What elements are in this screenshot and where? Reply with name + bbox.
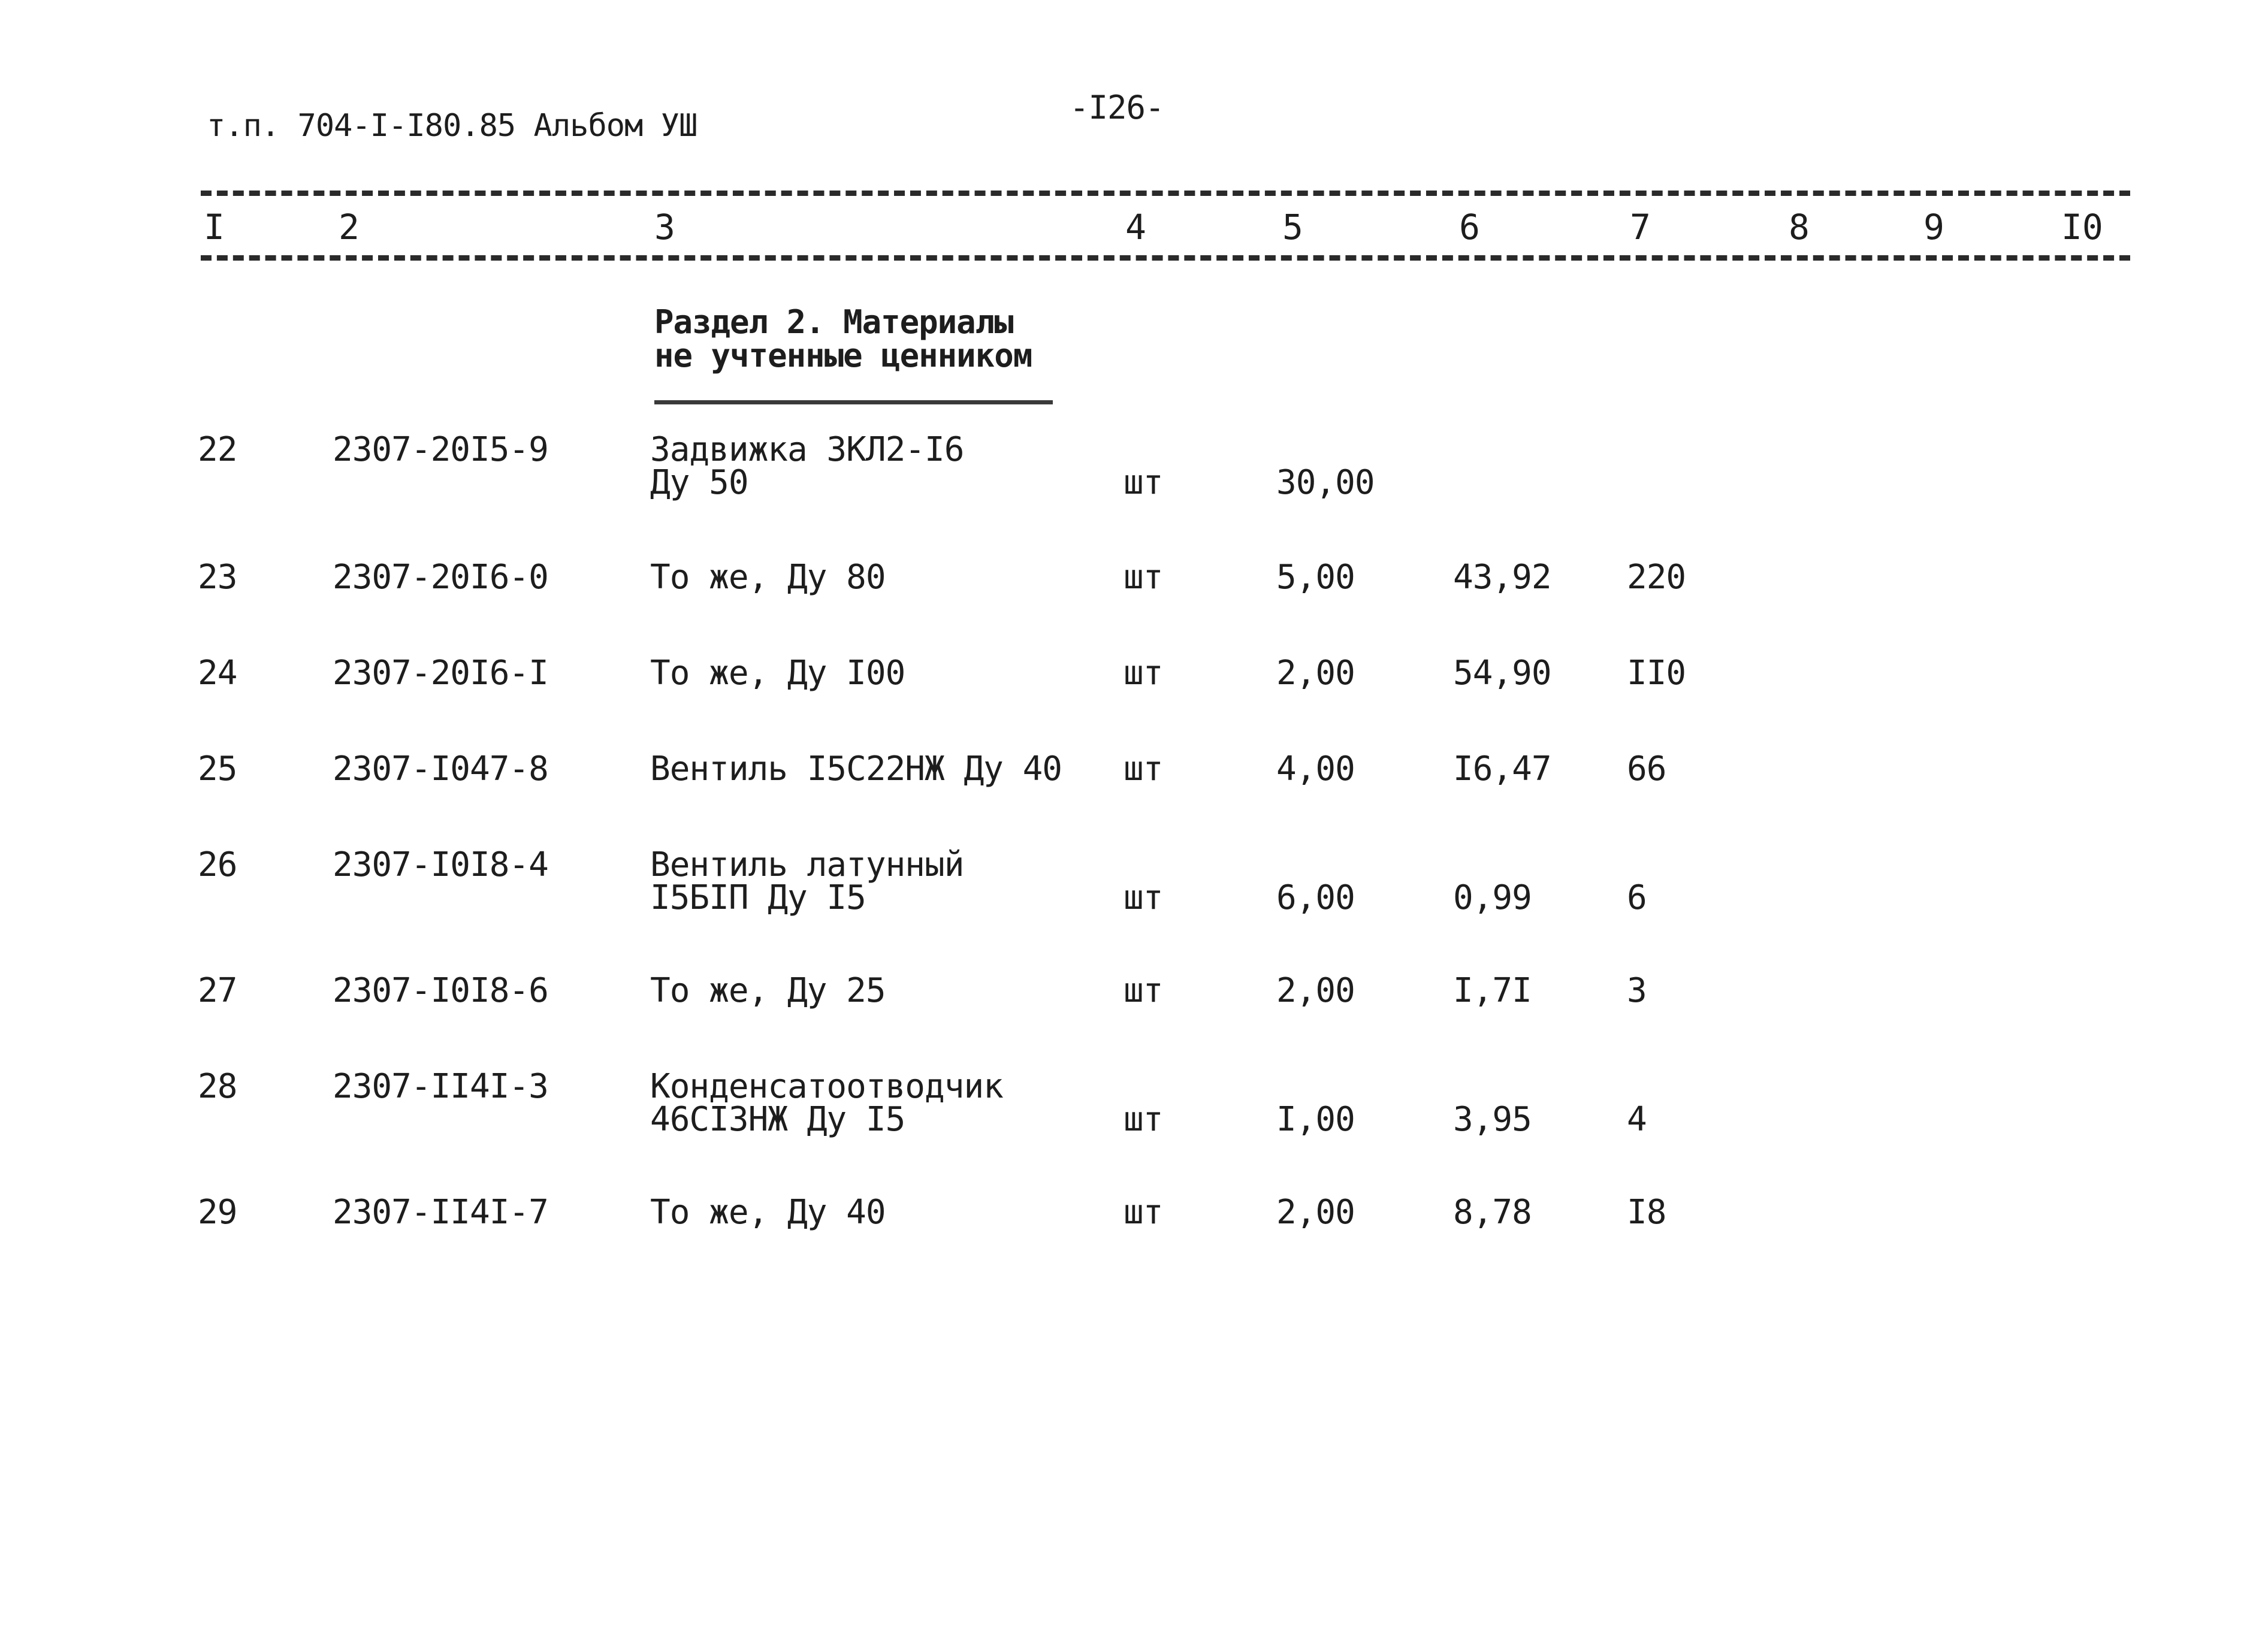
item-code: 2307-II4I-3 [333, 1067, 548, 1106]
column-number-4: 4 [1125, 207, 1146, 247]
row-number: 23 [198, 558, 237, 597]
item-code: 2307-20I5-9 [333, 430, 548, 469]
item-name-line: То же, Ду I00 [650, 654, 905, 693]
row-number: 26 [198, 845, 237, 884]
row-number: 22 [198, 430, 237, 469]
total-cost: II0 [1627, 654, 1686, 693]
unit: шт [1124, 463, 1163, 502]
column-number-1: I [204, 207, 225, 247]
item-code: 2307-I0I8-4 [333, 845, 548, 884]
column-number-10: I0 [2061, 207, 2103, 247]
column-number-5: 5 [1282, 207, 1303, 247]
row-number: 27 [198, 971, 237, 1010]
unit-price: 54,90 [1453, 654, 1551, 693]
quantity: 2,00 [1276, 654, 1355, 693]
total-cost: 4 [1627, 1100, 1647, 1139]
row-number: 24 [198, 654, 237, 693]
total-cost: 66 [1627, 749, 1666, 788]
item-name-line: То же, Ду 25 [650, 971, 886, 1010]
unit-price: I,7I [1453, 971, 1532, 1010]
item-code: 2307-I0I8-6 [333, 971, 548, 1010]
unit: шт [1124, 749, 1163, 788]
unit-price: 3,95 [1453, 1100, 1532, 1139]
total-cost: I8 [1627, 1193, 1666, 1232]
item-name-line: Конденсатоотводчик [650, 1067, 1003, 1106]
item-name-line: То же, Ду 40 [650, 1193, 886, 1232]
header-top-rule [201, 191, 2130, 196]
item-name-line: Вентиль I5С22НЖ Ду 40 [650, 749, 1062, 788]
column-number-9: 9 [1923, 207, 1944, 247]
section-heading-line2: не учтенные ценником [654, 337, 1032, 374]
unit: шт [1124, 654, 1163, 693]
column-number-7: 7 [1630, 207, 1651, 247]
quantity: 30,00 [1276, 463, 1375, 502]
unit-price: 8,78 [1453, 1193, 1532, 1232]
unit: шт [1124, 1193, 1163, 1232]
total-cost: 6 [1627, 878, 1647, 917]
item-name-line: Задвижка ЗКЛ2-I6 [650, 430, 964, 469]
item-name-line: Ду 50 [650, 463, 748, 502]
total-cost: 3 [1627, 971, 1647, 1010]
column-number-2: 2 [339, 207, 360, 247]
column-number-6: 6 [1459, 207, 1480, 247]
section-heading-line1: Раздел 2. Материалы [654, 303, 1013, 341]
row-number: 29 [198, 1193, 237, 1232]
unit: шт [1124, 1100, 1163, 1139]
section-underline [654, 400, 1053, 404]
document-reference: т.п. 704-I-I80.85 Альбом УШ [207, 108, 697, 144]
unit-price: 43,92 [1453, 558, 1551, 597]
quantity: I,00 [1276, 1100, 1355, 1139]
unit: шт [1124, 558, 1163, 597]
item-name-line: I5БIП Ду I5 [650, 878, 866, 917]
unit-price: I6,47 [1453, 749, 1551, 788]
item-code: 2307-II4I-7 [333, 1193, 548, 1232]
unit: шт [1124, 878, 1163, 917]
item-code: 2307-I047-8 [333, 749, 548, 788]
item-name-line: Вентиль латунный [650, 845, 964, 884]
quantity: 5,00 [1276, 558, 1355, 597]
item-name-line: 46СI3НЖ Ду I5 [650, 1100, 905, 1139]
quantity: 4,00 [1276, 749, 1355, 788]
unit: шт [1124, 971, 1163, 1010]
column-number-8: 8 [1789, 207, 1810, 247]
item-code: 2307-20I6-I [333, 654, 548, 693]
total-cost: 220 [1627, 558, 1686, 597]
item-code: 2307-20I6-0 [333, 558, 548, 597]
item-name-line: То же, Ду 80 [650, 558, 886, 597]
row-number: 25 [198, 749, 237, 788]
column-number-3: 3 [654, 207, 675, 247]
unit-price: 0,99 [1453, 878, 1532, 917]
page-number: -I26- [1070, 89, 1164, 126]
quantity: 2,00 [1276, 1193, 1355, 1232]
quantity: 2,00 [1276, 971, 1355, 1010]
header-bottom-rule [201, 255, 2130, 261]
section-heading [654, 303, 1032, 374]
row-number: 28 [198, 1067, 237, 1106]
quantity: 6,00 [1276, 878, 1355, 917]
